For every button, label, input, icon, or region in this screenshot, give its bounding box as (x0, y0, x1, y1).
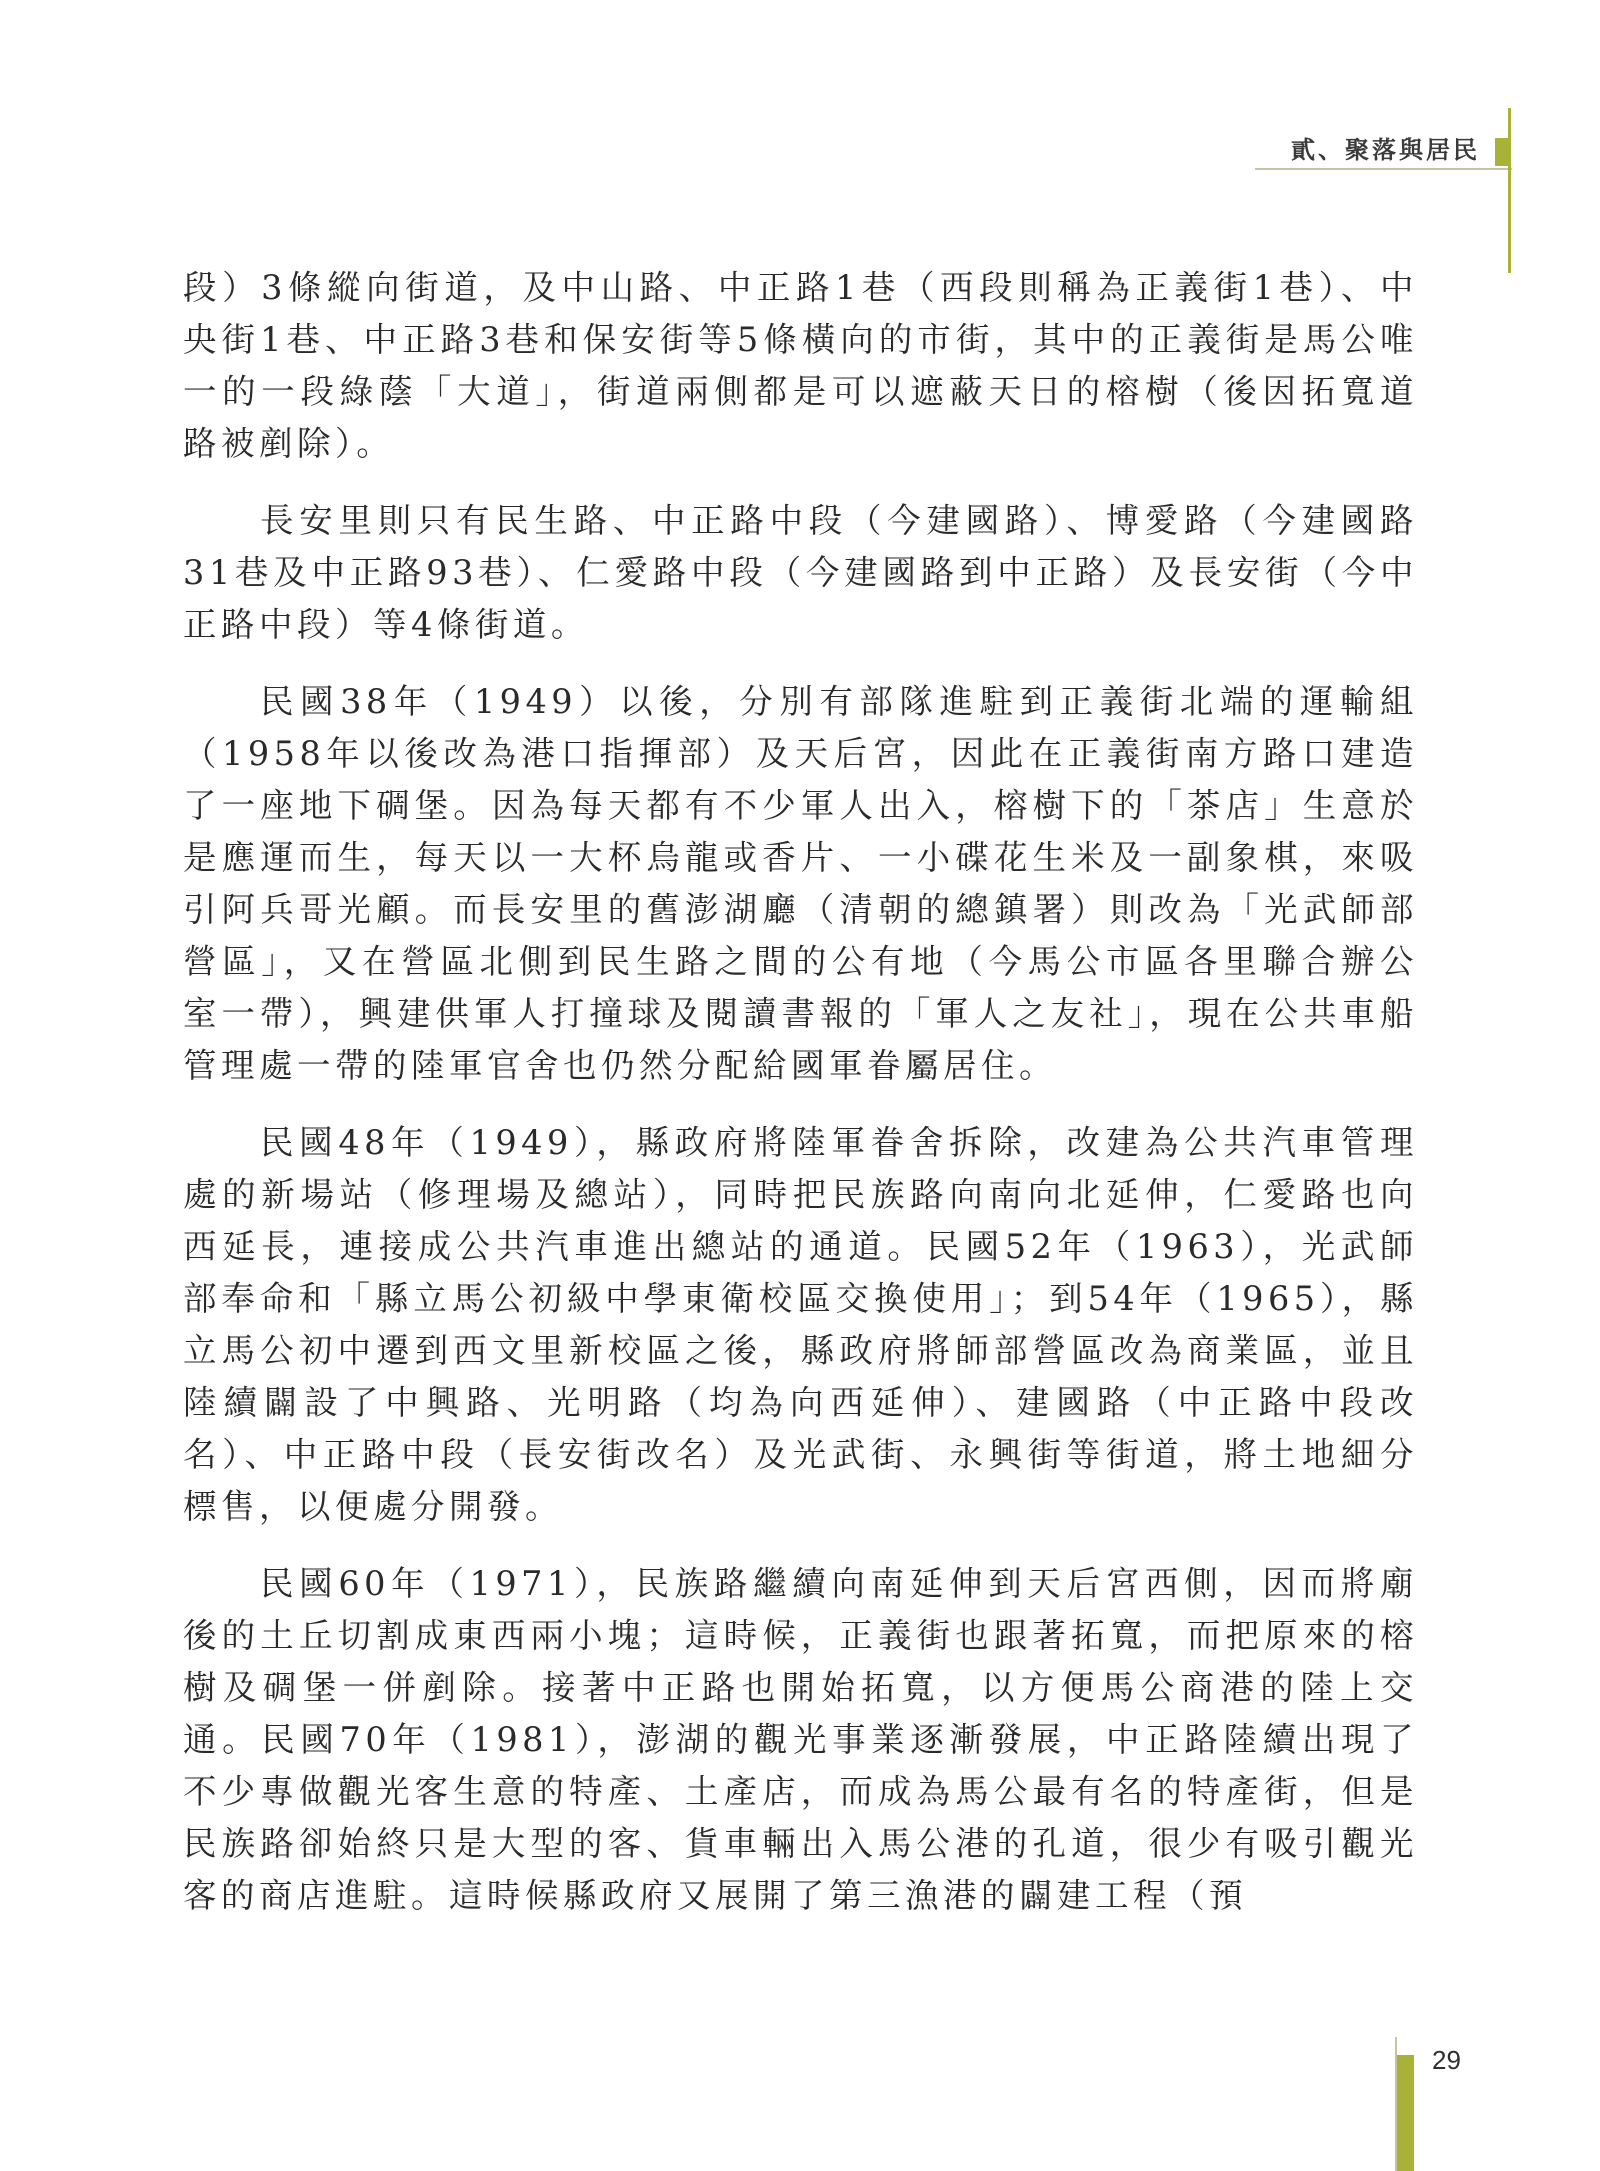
paragraph: 長安里則只有民生路、中正路中段（今建國路）、博愛路（今建國路31巷及中正路93巷）、仁愛路中段（今建國路到中正路）及長安街（今中正路中段）等4條街道。 (183, 501, 1418, 644)
chapter-header-title: 貳、聚落與居民 (1291, 135, 1480, 164)
header-rule (1255, 168, 1512, 170)
body-text (183, 262, 1418, 1922)
header-vertical-line (1508, 108, 1511, 273)
paragraph: 民國38年（1949）以後，分別有部隊進駐到正義街北端的運輸組（1958年以後改為港口指揮部）及天后宮，因此在正義街南方路口建造了一座地下碉堡。因為每天都有不少軍人出入，榕樹下的「茶店」生意於是應運而生，每天以一大杯烏龍或香片、一小碟花生米及一副象棋，來吸引阿兵哥光顧。而長安里的舊澎湖廳（清朝的總鎮署）則改為「光武師部營區」，又在營區北側到民生路之間的公有地（今馬公市區各里聯合辦公室一帶），興建供軍人打撞球及閱讀書報的「軍人之友社」，現在公共車船管理處一帶的陸軍官舍也仍然分配給國軍眷屬居住。 (183, 682, 1418, 1085)
footer-accent-block (1397, 2055, 1414, 2171)
header-accent-block (1495, 138, 1509, 166)
paragraph-continuation: 段）3條縱向街道，及中山路、中正路1巷（西段則稱為正義街1巷）、中央街1巷、中正路3巷和保安街等5條橫向的市街，其中的正義街是馬公唯一的一段綠蔭「大道」，街道兩側都是可以遮蔽天日的榕樹（後因拓寬道路被剷除）。 (183, 268, 1418, 463)
paragraph: 民國48年（1949），縣政府將陸軍眷舍拆除，改建為公共汽車管理處的新場站（修理場及總站），同時把民族路向南向北延伸，仁愛路也向西延長，連接成公共汽車進出總站的通道。民國52年（1963），光武師部奉命和「縣立馬公初級中學東衛校區交換使用」；到54年（1965），縣立馬公初中遷到西文里新校區之後，縣政府將師部營區改為商業區，並且陸續闢設了中興路、光明路（均為向西延伸）、建國路（中正路中段改名）、中正路中段（長安街改名）及光武街、永興街等街道，將土地細分標售，以便處分開發。 (183, 1123, 1418, 1526)
page-number: 29 (1432, 2045, 1461, 2075)
paragraph: 民國60年（1971），民族路繼續向南延伸到天后宮西側，因而將廟後的土丘切割成東西兩小塊；這時候，正義街也跟著拓寬，而把原來的榕樹及碉堡一併剷除。接著中正路也開始拓寬，以方便馬公商港的陸上交通。民國70年（1981），澎湖的觀光事業逐漸發展，中正路陸續出現了不少專做觀光客生意的特產、土產店，而成為馬公最有名的特產街，但是民族路卻始終只是大型的客、貨車輛出入馬公港的孔道，很少有吸引觀光客的商店進駐。這時候縣政府又展開了第三漁港的闢建工程（預 (183, 1564, 1418, 1915)
